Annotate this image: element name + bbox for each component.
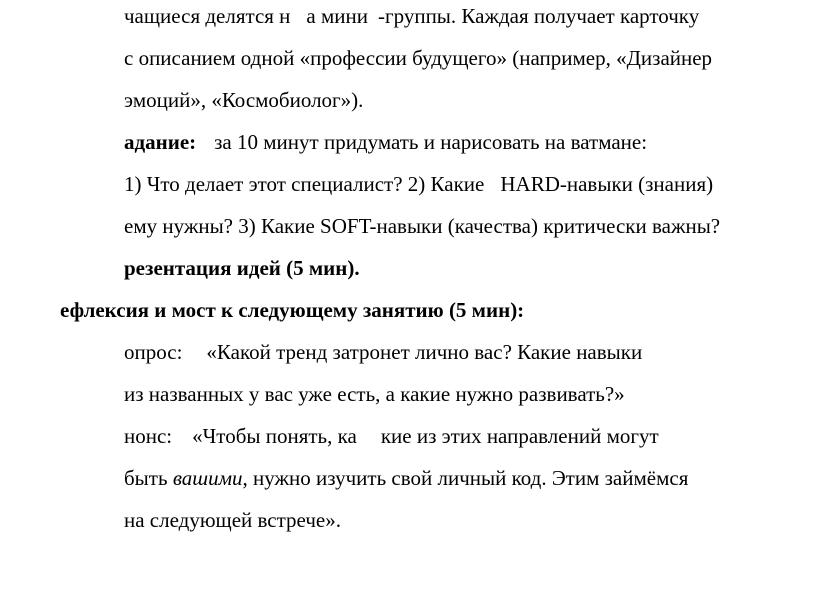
line-12-post: , нужно изучить свой личный код. Этим займёмся <box>242 466 689 490</box>
announce-part-1: «Чтобы понять, ка <box>192 424 357 448</box>
line-5-part-1: 1) Что делает этот специалист? 2) Какие <box>124 172 485 196</box>
paragraph-line-2 <box>124 45 712 71</box>
task-label: адание: <box>124 130 197 154</box>
line-5-part-2: HARD-навыки (знания) <box>500 172 714 196</box>
announce-line <box>124 423 659 449</box>
presentation-heading <box>124 255 360 281</box>
paragraph-line-13 <box>124 507 341 533</box>
presentation-heading-text: резентация идей (5 мин). <box>124 256 360 280</box>
paragraph-line-12 <box>124 465 688 491</box>
line-3-text: эмоций», «Космобиолог»). <box>124 88 364 112</box>
paragraph-line-3 <box>124 87 363 113</box>
survey-line <box>124 339 642 365</box>
announce-part-2: кие из этих направлений могут <box>380 424 659 448</box>
survey-text: «Какой тренд затронет лично вас? Какие навыки <box>206 340 643 364</box>
line-6-text: ему нужны? 3) Какие SOFT-навыки (качества) критически важны? <box>124 214 721 238</box>
paragraph-line-5 <box>124 171 713 197</box>
line-13-text: на следующей встрече». <box>124 508 341 532</box>
reflection-heading <box>60 297 524 323</box>
line-1-part-1: чащиеся делятся н <box>124 4 291 28</box>
line-1-part-3: -группы. Каждая получает карточку <box>378 4 700 28</box>
line-10-text: из названных у вас уже есть, а какие нужно развивать?» <box>124 382 625 406</box>
announce-label: нонс: <box>124 424 173 448</box>
line-12-italic: вашими <box>172 466 243 490</box>
line-2-text: с описанием одной «профессии будущего» (например, «Дизайнер <box>124 46 713 70</box>
reflection-heading-text: ефлексия и мост к следующему занятию (5 мин): <box>60 298 525 322</box>
paragraph-line-10 <box>124 381 625 407</box>
line-1-part-2: а мини <box>306 4 368 28</box>
task-line <box>124 129 647 155</box>
paragraph-line-1 <box>124 3 699 29</box>
paragraph-line-6 <box>124 213 720 239</box>
line-12-pre: быть <box>124 466 173 490</box>
task-text: за 10 минут придумать и нарисовать на ватмане: <box>214 130 648 154</box>
survey-label: опрос: <box>124 340 183 364</box>
